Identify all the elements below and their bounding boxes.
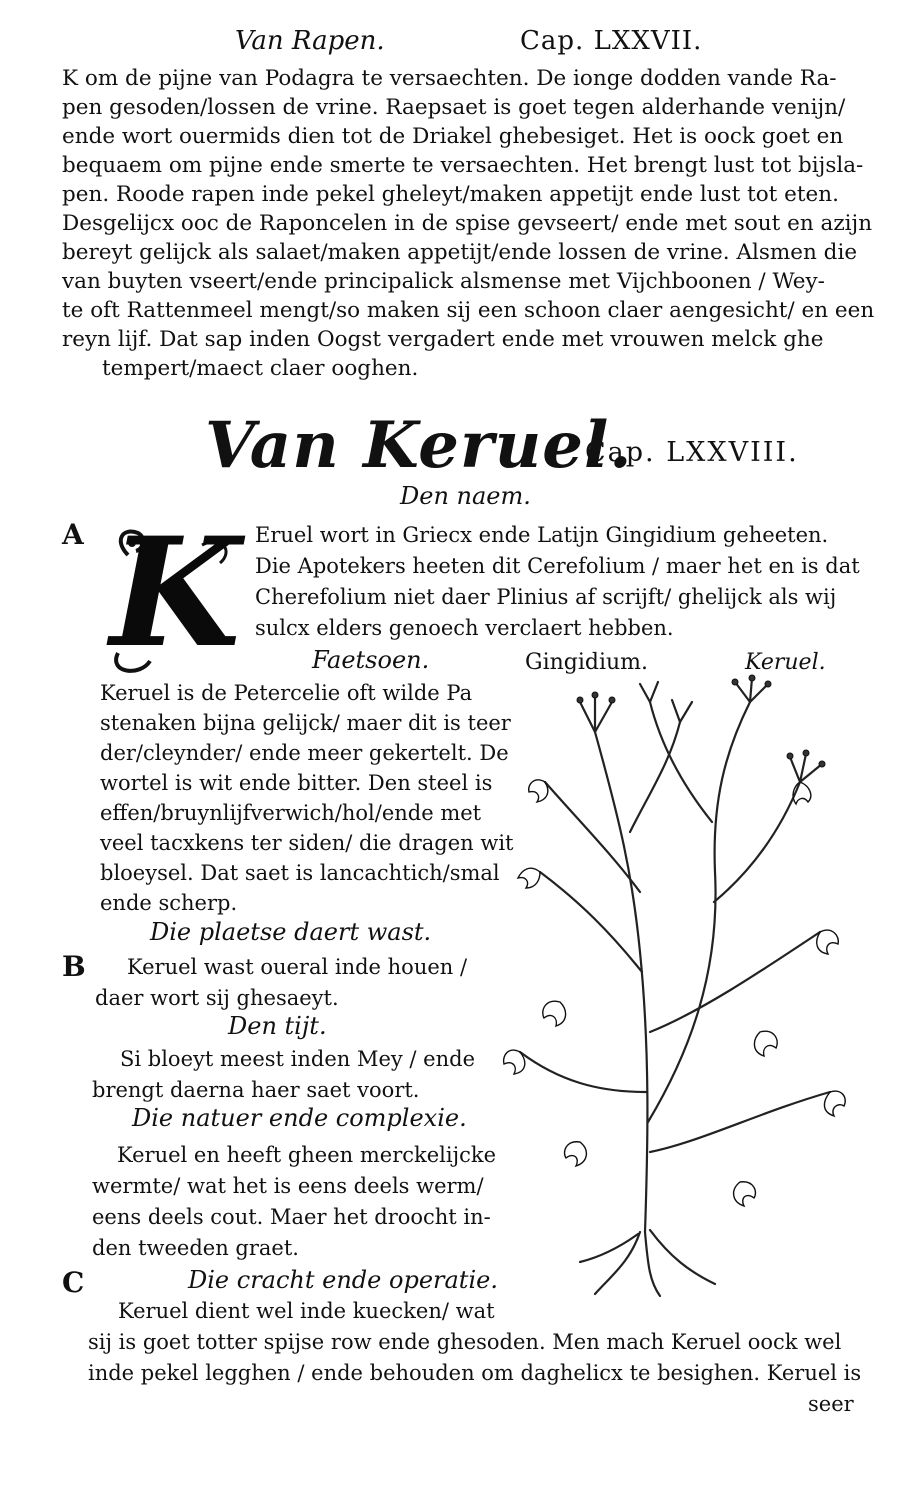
text-line: sulcx elders genoech verclaert hebben.: [255, 616, 674, 640]
text-line: van buyten vseert/ende principalick alsmense met Vijchboonen / Wey-: [62, 269, 825, 294]
text-line: der/cleynder/ ende meer gekertelt. De: [100, 741, 509, 765]
section-heading-faetsoen: Faetsoen.: [312, 646, 430, 674]
section-heading-naem: Den naem.: [400, 482, 531, 510]
text-line: K om de pijne van Podagra te versaechten. De ionge dodden vande Ra-: [62, 66, 837, 91]
figure-label-dutch: Keruel.: [745, 650, 826, 675]
text-line: effen/bruynlijfverwich/hol/ende met: [100, 801, 482, 825]
running-head-right: Cap. LXXVII.: [520, 26, 703, 56]
text-line: inde pekel legghen / ende behouden om daghelicx te besighen. Keruel is: [88, 1361, 862, 1385]
text-line: Cherefolium niet daer Plinius af scrijft/ ghelijck als wij: [255, 585, 837, 609]
section-heading-tijt: Den tijt.: [228, 1012, 327, 1040]
text-line: pen gesoden/lossen de vrine. Raepsaet is goet tegen alderhande venijn/: [62, 95, 846, 120]
text-line: reyn lijf. Dat sap inden Oogst vergadert ende met vrouwen melck ghe: [62, 327, 824, 352]
text-line: stenaken bijna gelijck/ maer dit is teer: [100, 711, 511, 735]
text-line: Keruel is de Petercelie oft wilde Pa: [100, 681, 473, 705]
text-line: wermte/ wat het is eens deels werm/: [92, 1174, 484, 1198]
text-line: ende scherp.: [100, 891, 238, 915]
text-line: bereyt gelijck als salaet/maken appetijt/ende lossen de vrine. Alsmen die: [62, 240, 858, 265]
text-line: eens deels cout. Maer het droocht in-: [92, 1205, 491, 1229]
text-line: pen. Roode rapen inde pekel gheleyt/maken appetijt ende lust tot eten.: [62, 182, 839, 207]
figure-label-latin: Gingidium.: [525, 650, 649, 675]
text-line: bloeysel. Dat saet is lancachtich/smal: [100, 861, 500, 885]
text-line: Si bloeyt meest inden Mey / ende: [120, 1047, 476, 1071]
text-line: brengt daerna haer saet voort.: [92, 1078, 420, 1102]
running-head-left: Van Rapen.: [235, 26, 385, 56]
drop-cap-initial: K: [110, 505, 241, 681]
text-line: den tweeden graet.: [92, 1236, 299, 1260]
text-line: seer: [808, 1392, 854, 1416]
margin-letter-c: C: [62, 1266, 85, 1299]
section-heading-natuer: Die natuer ende complexie.: [132, 1104, 467, 1132]
text-line: veel tacxkens ter siden/ die dragen wit: [100, 831, 514, 855]
text-line: sij is goet totter spijse row ende ghesoden. Men mach Keruel oock wel: [88, 1330, 842, 1354]
margin-letter-b: B: [62, 950, 86, 983]
text-line: Keruel dient wel inde kuecken/ wat: [118, 1299, 495, 1323]
text-line: daer wort sij ghesaeyt.: [95, 986, 339, 1010]
section-heading-cracht: Die cracht ende operatie.: [188, 1266, 498, 1294]
text-line: bequaem om pijne ende smerte te versaechten. Het brengt lust tot bijsla-: [62, 153, 864, 178]
text-line: wortel is wit ende bitter. Den steel is: [100, 771, 493, 795]
margin-letter-a: A: [62, 518, 84, 551]
section-heading-plaetse: Die plaetse daert wast.: [150, 918, 432, 946]
text-line: te oft Rattenmeel mengt/so maken sij een schoon claer aengesicht/ en een: [62, 298, 875, 323]
text-line: Keruel en heeft gheen merckelijcke: [117, 1143, 497, 1167]
chervil-woodcut-icon: [500, 672, 860, 1297]
text-line: Keruel wast oueral inde houen /: [127, 955, 468, 979]
text-line: ende wort ouermids dien tot de Driakel ghebesiget. Het is oock goet en: [62, 124, 844, 149]
chapter-title: Van Keruel.: [205, 408, 633, 483]
chapter-number: Cap. LXXVIII.: [585, 437, 799, 468]
text-line: Eruel wort in Griecx ende Latijn Gingidium geheeten.: [255, 523, 829, 547]
text-line: Die Apotekers heeten dit Cerefolium / maer het en is dat: [255, 554, 860, 578]
text-line: tempert/maect claer ooghen.: [102, 356, 419, 381]
text-line: Desgelijcx ooc de Raponcelen in de spise gevseert/ ende met sout en azijn: [62, 211, 873, 236]
